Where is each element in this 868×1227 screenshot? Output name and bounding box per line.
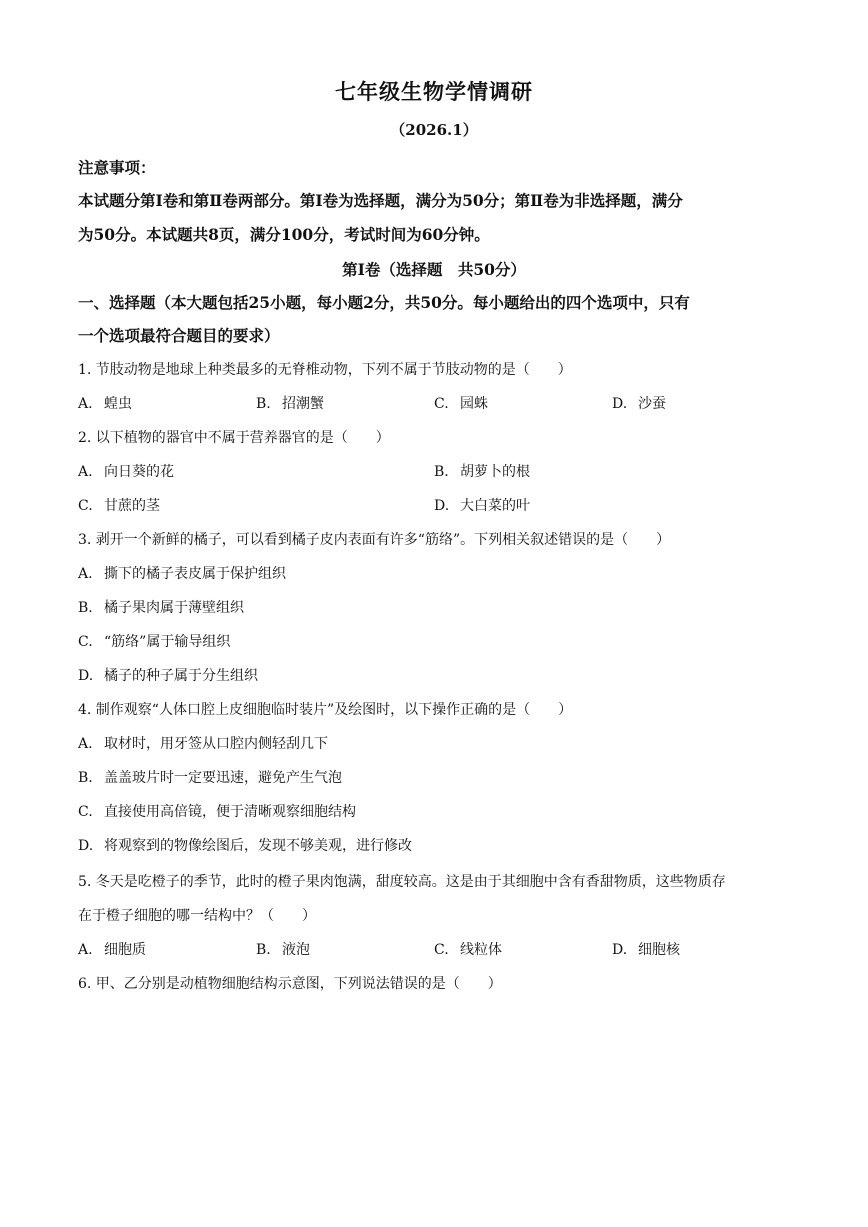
option-letter: D. bbox=[78, 838, 94, 854]
option-letter: C. bbox=[78, 804, 93, 820]
option-letter: A. bbox=[78, 942, 93, 958]
question-4-option-a bbox=[78, 733, 328, 753]
option-letter: D. bbox=[434, 498, 450, 514]
option-text: 细胞核 bbox=[638, 942, 680, 958]
question-4-option-c bbox=[78, 801, 356, 821]
question-3-option-b bbox=[78, 597, 244, 617]
option-text: 沙蚕 bbox=[638, 396, 666, 412]
question-4-option-d bbox=[78, 835, 412, 855]
question-2-option-a bbox=[78, 461, 174, 481]
option-letter: D. bbox=[612, 942, 628, 958]
option-text: 线粒体 bbox=[460, 942, 502, 958]
question-5-stem-line-2: 在于橙子细胞的哪一结构中？（ ） bbox=[78, 908, 316, 924]
question-5-option-a bbox=[78, 939, 146, 959]
option-text: 招潮蟹 bbox=[282, 396, 324, 412]
option-letter: B. bbox=[78, 600, 93, 616]
option-text: 细胞质 bbox=[104, 942, 146, 958]
question-2-stem: 2. 以下植物的器官中不属于营养器官的是（ ） bbox=[78, 430, 390, 446]
question-6-stem: 6. 甲、乙分别是动植物细胞结构示意图，下列说法错误的是（ ） bbox=[78, 976, 502, 992]
option-letter: C. bbox=[434, 396, 449, 412]
question-1-option-b bbox=[256, 393, 324, 413]
option-letter: D. bbox=[612, 396, 628, 412]
option-text: 液泡 bbox=[282, 942, 310, 958]
notice-line-1: 本试题分第Ⅰ卷和第Ⅱ卷两部分。第Ⅰ卷为选择题，满分为50分；第Ⅱ卷为非选择题，满分 bbox=[78, 191, 683, 210]
option-letter: A. bbox=[78, 396, 93, 412]
question-5-stem-line-1: 5. 冬天是吃橙子的季节，此时的橙子果肉饱满，甜度较高。这是由于其细胞中含有香甜物质，这些物质存 bbox=[78, 874, 726, 890]
option-letter: A. bbox=[78, 736, 93, 752]
question-1-stem: 1. 节肢动物是地球上种类最多的无脊椎动物，下列不属于节肢动物的是（ ） bbox=[78, 362, 572, 378]
option-text: 橘子果肉属于薄壁组织 bbox=[104, 600, 244, 616]
part1-heading: 第Ⅰ卷（选择题 共50分） bbox=[342, 260, 526, 279]
question-1-option-c bbox=[434, 393, 488, 413]
question-5-option-b bbox=[256, 939, 310, 959]
question-2-option-b bbox=[434, 461, 530, 481]
part1-instruction-line-1: 一、选择题（本大题包括25小题，每小题2分，共50分。每小题给出的四个选项中，只有 bbox=[78, 293, 690, 312]
option-text: 向日葵的花 bbox=[104, 464, 174, 480]
exam-date: （2026.1） bbox=[390, 121, 478, 139]
option-letter: C. bbox=[78, 634, 93, 650]
question-3-option-a bbox=[78, 563, 286, 583]
option-text: 大白菜的叶 bbox=[460, 498, 530, 514]
page-title: 七年级生物学情调研 bbox=[335, 79, 533, 104]
option-text: “筋络”属于输导组织 bbox=[104, 634, 231, 650]
option-text: 甘蔗的茎 bbox=[104, 498, 160, 514]
option-letter: C. bbox=[78, 498, 93, 514]
part1-instruction-line-2: 一个选项最符合题目的要求） bbox=[78, 326, 280, 345]
option-text: 将观察到的物像绘图后，发现不够美观，进行修改 bbox=[104, 838, 412, 854]
option-letter: C. bbox=[434, 942, 449, 958]
option-letter: B. bbox=[256, 942, 271, 958]
option-text: 蝗虫 bbox=[104, 396, 132, 412]
question-2-option-d bbox=[434, 495, 530, 515]
option-letter: B. bbox=[78, 770, 93, 786]
option-letter: A. bbox=[78, 464, 93, 480]
question-1-option-d bbox=[612, 393, 666, 413]
question-3-option-d bbox=[78, 665, 258, 685]
option-letter: B. bbox=[256, 396, 271, 412]
question-5-option-d bbox=[612, 939, 680, 959]
option-letter: A. bbox=[78, 566, 93, 582]
option-text: 胡萝卜的根 bbox=[460, 464, 530, 480]
question-2-option-c bbox=[78, 495, 160, 515]
option-text: 撕下的橘子表皮属于保护组织 bbox=[104, 566, 286, 582]
question-1-option-a bbox=[78, 393, 132, 413]
option-text: 橘子的种子属于分生组织 bbox=[104, 668, 258, 684]
question-4-stem: 4. 制作观察“人体口腔上皮细胞临时装片”及绘图时，以下操作正确的是（ ） bbox=[78, 702, 573, 718]
option-letter: D. bbox=[78, 668, 94, 684]
notice-heading: 注意事项： bbox=[78, 158, 156, 177]
option-text: 取材时，用牙签从口腔内侧轻刮几下 bbox=[104, 736, 328, 752]
question-3-option-c bbox=[78, 631, 230, 651]
option-letter: B. bbox=[434, 464, 449, 480]
option-text: 盖盖玻片时一定要迅速，避免产生气泡 bbox=[104, 770, 342, 786]
option-text: 直接使用高倍镜，便于清晰观察细胞结构 bbox=[104, 804, 356, 820]
question-4-option-b bbox=[78, 767, 342, 787]
question-3-stem: 3. 剥开一个新鲜的橘子，可以看到橘子皮内表面有许多“筋络”。下列相关叙述错误的是（ ） bbox=[78, 532, 671, 548]
option-text: 园蛛 bbox=[460, 396, 488, 412]
question-5-option-c bbox=[434, 939, 502, 959]
notice-line-2: 为50分。本试题共8页，满分100分，考试时间为60分钟。 bbox=[78, 225, 490, 244]
